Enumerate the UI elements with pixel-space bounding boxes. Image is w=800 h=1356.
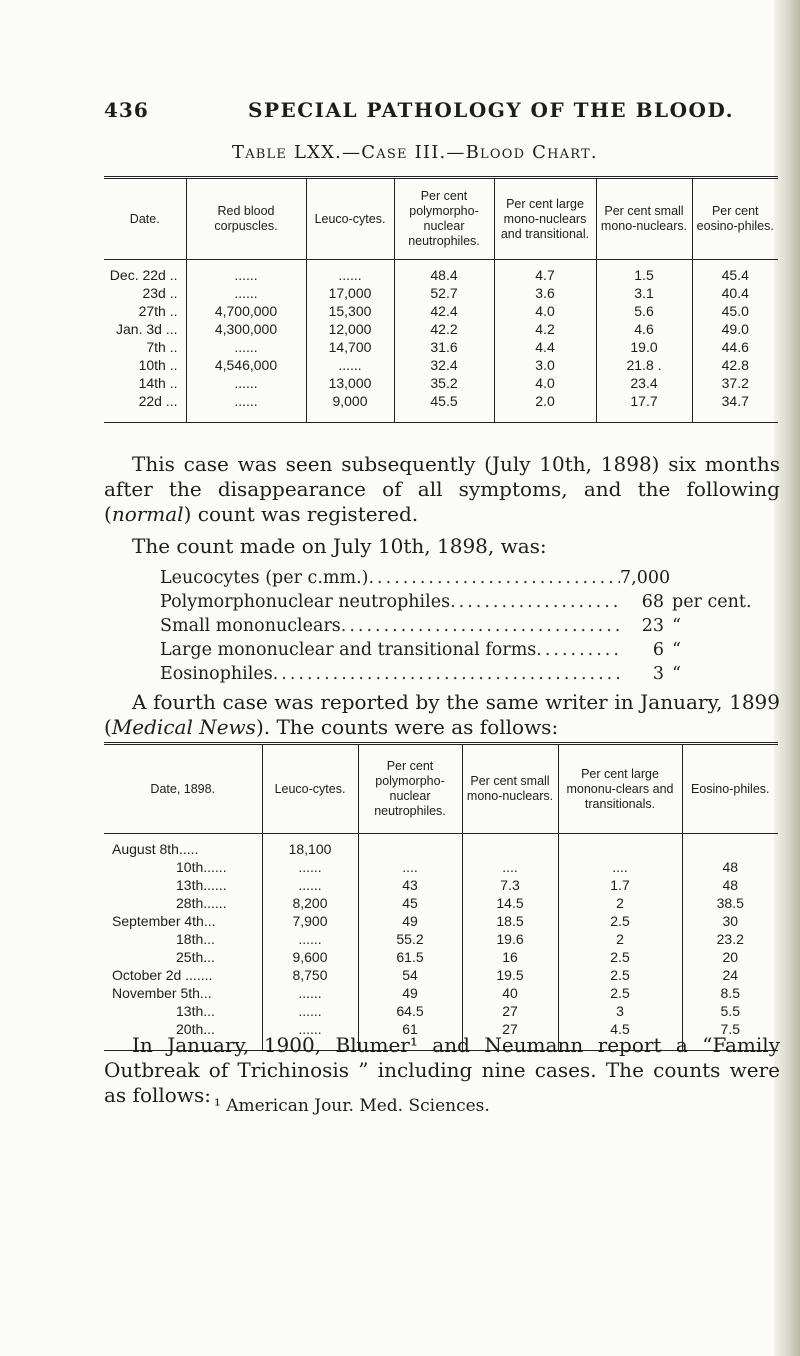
date-cell: 22d ...	[138, 393, 178, 409]
table-cell: 48.4	[394, 260, 494, 285]
table-cell: 45.0	[692, 302, 778, 320]
running-head	[0, 98, 800, 122]
table-cell: ......	[186, 284, 306, 302]
table-cell: 4,700,000	[186, 302, 306, 320]
table-cell: 4.6	[596, 320, 692, 338]
italic-source: Medical News	[111, 715, 256, 739]
table-cell: 42.2	[394, 320, 494, 338]
table-cell: 40.4	[692, 284, 778, 302]
count-value: 7,000	[620, 568, 671, 588]
count-value: 23	[641, 616, 664, 636]
table-cell: 2.5	[558, 912, 682, 930]
count-row	[160, 662, 780, 686]
table-cell: 5.6	[596, 302, 692, 320]
paragraph-text: In January, 1900, Blumer¹ and Neumann report a “Family Outbreak of Trichinosis ” including nine cases. The counts were as follows:	[104, 1033, 780, 1107]
count-row	[160, 590, 780, 614]
table-cell: 35.2	[394, 374, 494, 392]
paragraph-text-end: ). The counts were as follows:	[255, 715, 559, 739]
table-cell: 18,100	[262, 834, 358, 859]
table-cell: 7.5	[682, 1020, 778, 1051]
table-body	[104, 260, 778, 423]
table-row	[104, 930, 778, 948]
table-cell: 42.8	[692, 356, 778, 374]
table-row	[104, 302, 778, 320]
table-cell: 31.6	[394, 338, 494, 356]
table-cell	[462, 834, 558, 859]
leader-dots	[341, 614, 620, 638]
table-cell: 44.6	[692, 338, 778, 356]
count-label: Small mononuclears	[160, 616, 341, 636]
count-row	[160, 638, 780, 662]
column-header: Leuco-cytes.	[306, 178, 394, 260]
count-unit	[664, 566, 780, 590]
count-unit: per cent.	[672, 592, 752, 612]
table-cell: ....	[462, 858, 558, 876]
table-cell: 48	[682, 858, 778, 876]
table-cell: 9,000	[306, 392, 394, 423]
table-cell: 32.4	[394, 356, 494, 374]
column-header: Red blood corpuscles.	[186, 178, 306, 260]
table-cell: 49	[358, 912, 462, 930]
count-label: Eosinophiles	[160, 664, 273, 684]
table-cell: 49.0	[692, 320, 778, 338]
table-cell: 24	[682, 966, 778, 984]
table-cell: ......	[186, 260, 306, 285]
table-row	[104, 374, 778, 392]
table-row	[104, 834, 778, 859]
date-cell: August 8th.....	[112, 841, 199, 857]
table-cell: 23.2	[682, 930, 778, 948]
table-cell: ......	[262, 1020, 358, 1051]
column-header: Leuco-cytes.	[262, 744, 358, 834]
table-row	[104, 260, 778, 285]
table-row	[104, 966, 778, 984]
table-cell: 4.0	[494, 374, 596, 392]
table-cell: 43	[358, 876, 462, 894]
table-cell: ......	[186, 392, 306, 423]
leader-dots	[368, 566, 620, 590]
table-cell: 12,000	[306, 320, 394, 338]
table-cell: 8,750	[262, 966, 358, 984]
table-cell: 14,700	[306, 338, 394, 356]
table-cell: 23.4	[596, 374, 692, 392]
paragraph-text: This case was seen subsequently (July 10th, 1898) six months after the disappearance of all symptoms, and the following	[104, 452, 780, 501]
table-cell: 52.7	[394, 284, 494, 302]
table-cell: 45.4	[692, 260, 778, 285]
date-cell: November 5th...	[112, 985, 212, 1001]
table-cell: 4,300,000	[186, 320, 306, 338]
table-cell: ......	[186, 374, 306, 392]
table-cell: 45	[358, 894, 462, 912]
date-cell: September 4th...	[112, 913, 216, 929]
leader-dots	[536, 638, 620, 662]
table-cell: 2	[558, 930, 682, 948]
table-cell: ......	[262, 984, 358, 1002]
column-header: Date.	[104, 178, 186, 260]
blood-chart-table	[104, 176, 778, 423]
column-header: Eosino-philes.	[682, 744, 778, 834]
table-cell: 40	[462, 984, 558, 1002]
table-cell: 18.5	[462, 912, 558, 930]
table-cell: 9,600	[262, 948, 358, 966]
table-cell: 17.7	[596, 392, 692, 423]
table-cell: 2.0	[494, 392, 596, 423]
date-cell: 23d ..	[142, 285, 178, 301]
table-row	[104, 392, 778, 423]
table-cell: ....	[558, 858, 682, 876]
column-header: Per cent polymorpho-nuclear neutrophiles.	[394, 178, 494, 260]
count-unit: “	[672, 664, 681, 684]
date-cell: Jan. 3d ...	[116, 321, 178, 337]
table-cell: ......	[262, 876, 358, 894]
table-cell: 2	[558, 894, 682, 912]
table-cell: 38.5	[682, 894, 778, 912]
table-cell: 34.7	[692, 392, 778, 423]
table-cell: 49	[358, 984, 462, 1002]
table-row	[104, 1002, 778, 1020]
paragraph-followup: This case was seen subsequently (July 10th, 1898) six months after the disappearance of all symptoms, and the following (normal) count was registered.	[104, 452, 780, 526]
leader-dots	[273, 662, 620, 686]
date-cell: 7th ..	[146, 339, 178, 355]
count-value: 68	[641, 592, 664, 612]
table-cell: 27	[462, 1002, 558, 1020]
table-cell: 55.2	[358, 930, 462, 948]
table-cell: 4.7	[494, 260, 596, 285]
running-title: SPECIAL PATHOLOGY OF THE BLOOD.	[248, 98, 735, 122]
date-cell: 25th...	[176, 949, 215, 965]
table-cell: 21.8 .	[596, 356, 692, 374]
date-cell: 14th ..	[138, 375, 178, 391]
table-cell: ......	[262, 1002, 358, 1020]
table-cell: 64.5	[358, 1002, 462, 1020]
table-cell: 13,000	[306, 374, 394, 392]
table-cell: 2.5	[558, 948, 682, 966]
table-caption: Table LXX.—Case III.—Blood Chart.	[232, 142, 598, 163]
count-list	[160, 566, 780, 686]
table-cell	[558, 834, 682, 859]
column-header: Date, 1898.	[104, 744, 262, 834]
table-cell: 8,200	[262, 894, 358, 912]
paragraph-text: A fourth case was reported by the same writer in January, 1899 (	[104, 690, 780, 739]
column-header: Per cent small mono-nuclears.	[462, 744, 558, 834]
table-row	[104, 948, 778, 966]
table-cell: 3	[558, 1002, 682, 1020]
count-row	[160, 566, 780, 590]
paragraph-fourth-case	[104, 690, 780, 740]
count-unit: “	[672, 616, 681, 636]
date-cell: 18th...	[176, 931, 215, 947]
table-cell: 2.5	[558, 966, 682, 984]
paragraph-text-end: count was registered.	[197, 502, 419, 526]
column-header: Per cent polymorpho-nuclear neutrophiles.	[358, 744, 462, 834]
table-row	[104, 284, 778, 302]
table-cell: ......	[262, 930, 358, 948]
count-label: Leucocytes (per c.mm.)	[160, 568, 369, 588]
table-cell: 5.5	[682, 1002, 778, 1020]
count-value: 3	[652, 664, 664, 684]
table-cell: 19.5	[462, 966, 558, 984]
table-row	[104, 984, 778, 1002]
table-cell: 27	[462, 1020, 558, 1051]
table-row	[104, 356, 778, 374]
fourth-case-table	[104, 742, 778, 1051]
date-cell: October 2d .......	[112, 967, 213, 983]
date-cell: 13th......	[176, 877, 227, 893]
table-cell: 4.2	[494, 320, 596, 338]
date-cell: 10th......	[176, 859, 227, 875]
column-header: Per cent eosino-philes.	[692, 178, 778, 260]
table-row	[104, 876, 778, 894]
table-cell: 61	[358, 1020, 462, 1051]
table-cell: 4.0	[494, 302, 596, 320]
table-cell: ......	[306, 260, 394, 285]
date-cell: 27th ..	[138, 303, 178, 319]
table-cell: 19.0	[596, 338, 692, 356]
table-cell: ....	[358, 858, 462, 876]
count-label: Large mononuclear and transitional forms	[160, 640, 537, 660]
table-row	[104, 912, 778, 930]
table-cell: 20	[682, 948, 778, 966]
table-row	[104, 320, 778, 338]
table-cell: 7.3	[462, 876, 558, 894]
table-cell: 42.4	[394, 302, 494, 320]
date-cell: 10th ..	[138, 357, 178, 373]
count-unit: “	[672, 640, 681, 660]
date-cell: 20th...	[176, 1021, 215, 1037]
table-cell: 15,300	[306, 302, 394, 320]
table-cell: 14.5	[462, 894, 558, 912]
count-row	[160, 614, 780, 638]
table-cell	[682, 834, 778, 859]
paragraph-count-intro	[104, 534, 780, 559]
paragraph-text: The count made on July 10th, 1898, was:	[132, 534, 547, 558]
table-cell: 4,546,000	[186, 356, 306, 374]
table-cell: 4.5	[558, 1020, 682, 1051]
count-label: Polymorphonuclear neutrophiles	[160, 592, 451, 612]
date-cell: 13th...	[176, 1003, 215, 1019]
table-cell: ......	[186, 338, 306, 356]
table-header-row	[104, 178, 778, 260]
table-cell: 3.6	[494, 284, 596, 302]
page-number: 436	[104, 98, 149, 122]
table-cell: 3.1	[596, 284, 692, 302]
date-cell: 28th......	[176, 895, 227, 911]
table-cell	[358, 834, 462, 859]
table-cell: 30	[682, 912, 778, 930]
table-cell: 2.5	[558, 984, 682, 1002]
column-header: Per cent large mono-nuclears and transitional.	[494, 178, 596, 260]
footnote: ¹ American Jour. Med. Sciences.	[214, 1096, 490, 1116]
table-cell: 54	[358, 966, 462, 984]
table-cell: ......	[262, 858, 358, 876]
leader-dots	[450, 590, 620, 614]
column-header: Per cent large mononu-clears and transitionals.	[558, 744, 682, 834]
table-header-row	[104, 744, 778, 834]
table-cell: 17,000	[306, 284, 394, 302]
table-cell: 7,900	[262, 912, 358, 930]
table-cell: 61.5	[358, 948, 462, 966]
table-cell: 1.5	[596, 260, 692, 285]
date-cell: Dec. 22d ..	[109, 267, 178, 283]
table-row	[104, 894, 778, 912]
count-value: 6	[652, 640, 664, 660]
table-row	[104, 338, 778, 356]
table-cell: 19.6	[462, 930, 558, 948]
table-cell: 1.7	[558, 876, 682, 894]
table-row	[104, 858, 778, 876]
table-cell: 45.5	[394, 392, 494, 423]
table-cell: 8.5	[682, 984, 778, 1002]
table-cell: ......	[306, 356, 394, 374]
table-cell: 4.4	[494, 338, 596, 356]
table-cell: 48	[682, 876, 778, 894]
column-header: Per cent small mono-nuclears.	[596, 178, 692, 260]
table-cell: 3.0	[494, 356, 596, 374]
table-cell: 37.2	[692, 374, 778, 392]
table-cell: 16	[462, 948, 558, 966]
table-body	[104, 834, 778, 1051]
italic-normal: normal	[111, 502, 184, 526]
